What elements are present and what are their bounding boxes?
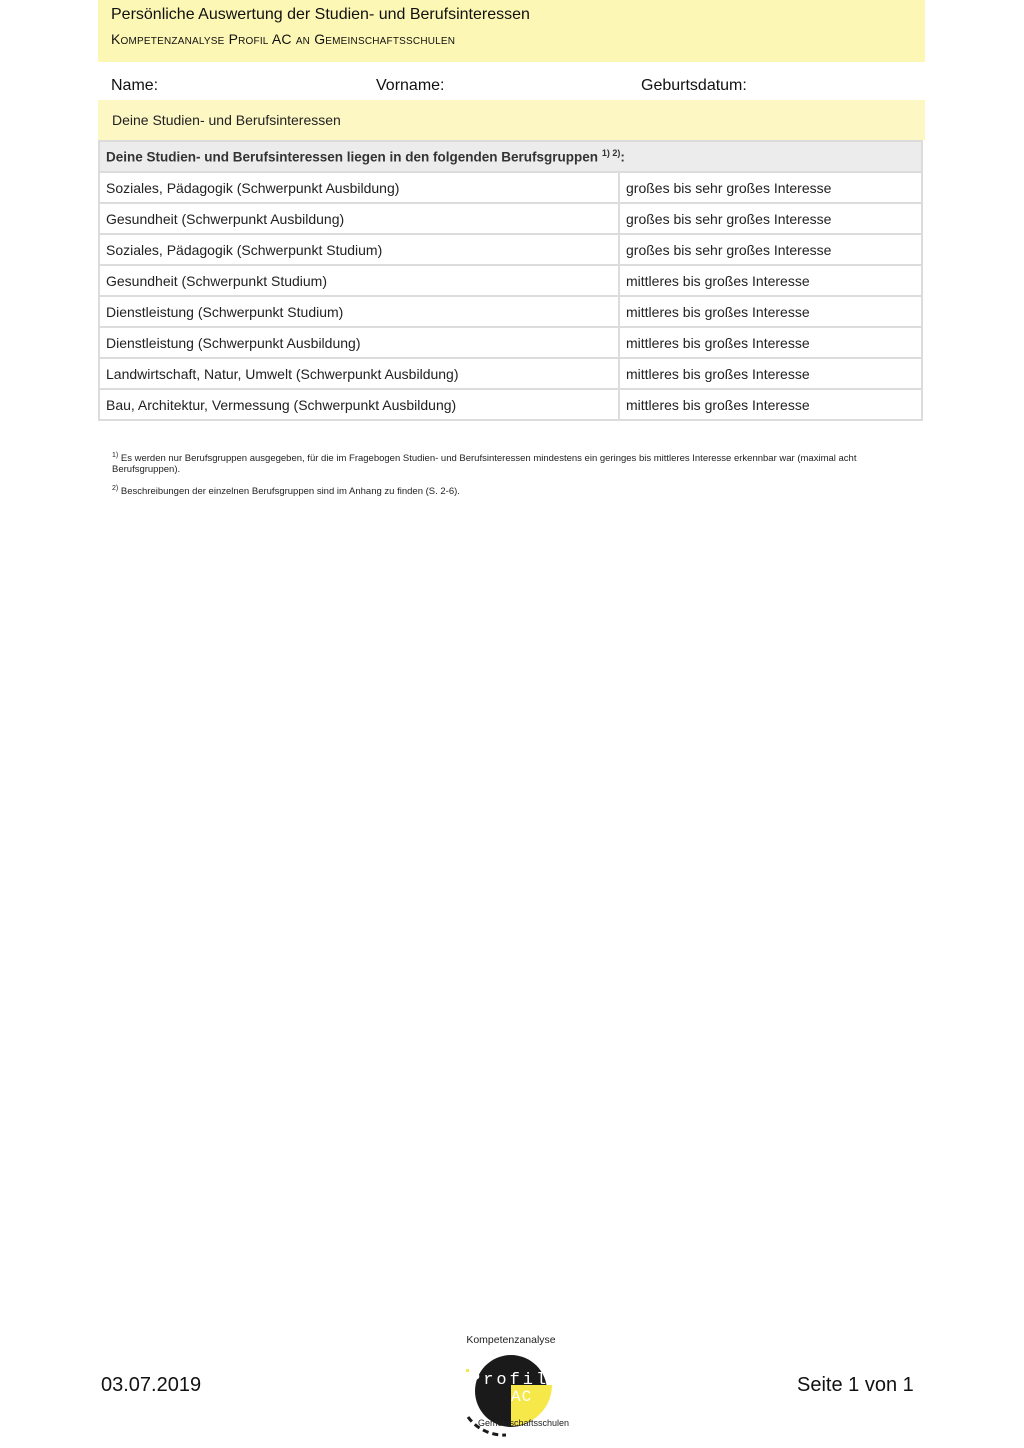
footnote-mark: 2): [112, 485, 119, 493]
berufsgruppe-cell: Gesundheit (Schwerpunkt Ausbildung): [99, 203, 619, 234]
berufsgruppe-cell: Landwirtschaft, Natur, Umwelt (Schwerpunkt Ausbildung): [99, 358, 619, 389]
footnote-text: Es werden nur Berufsgruppen ausgegeben, für die im Fragebogen Studien- und Berufsinteressen mindestens ein geringes bis mittleres Interesse erkennbar war (maximal acht Berufsgruppen).: [112, 453, 857, 476]
berufsgruppe-cell: Dienstleistung (Schwerpunkt Studium): [99, 296, 619, 327]
table-header-text: Deine Studien- und Berufsinteressen liegen in den folgenden Berufsgruppen: [106, 149, 599, 165]
table-row: [99, 172, 922, 203]
table-row: [99, 265, 922, 296]
table-row: [99, 327, 922, 358]
interesse-cell: mittleres bis großes Interesse: [619, 389, 922, 420]
table-header-footnote-marks: 1) 2): [601, 148, 621, 159]
logo-bottom-text: Gemeinschaftsschulen: [478, 1418, 570, 1428]
footnote-mark: 1): [112, 452, 119, 459]
footer-date: 03.07.2019: [101, 1374, 202, 1396]
footnote: [112, 483, 882, 497]
interesse-cell: großes bis sehr großes Interesse: [619, 234, 922, 265]
section-title: Deine Studien- und Berufsinteressen: [112, 112, 341, 128]
berufsgruppe-cell: Soziales, Pädagogik (Schwerpunkt Ausbildung): [99, 172, 619, 203]
table-row: [99, 358, 922, 389]
table-row: [99, 296, 922, 327]
berufsgruppe-cell: Dienstleistung (Schwerpunkt Ausbildung): [99, 327, 619, 358]
interesse-cell: großes bis sehr großes Interesse: [619, 203, 922, 234]
footnote: [112, 450, 882, 475]
interesse-cell: mittleres bis großes Interesse: [619, 296, 922, 327]
table-row: [99, 203, 922, 234]
interesse-cell: mittleres bis großes Interesse: [619, 327, 922, 358]
table-header-suffix: :: [620, 149, 625, 165]
header-band: [98, 0, 925, 62]
table-row: [99, 234, 922, 265]
footnote-text: Beschreibungen der einzelnen Berufsgruppen sind im Anhang zu finden (S. 2-6).: [120, 486, 460, 498]
page-number: Seite 1 von 1: [797, 1374, 914, 1396]
berufsgruppe-cell: Gesundheit (Schwerpunkt Studium): [99, 265, 619, 296]
table-header-row: [99, 141, 922, 172]
berufsgruppe-cell: Bau, Architektur, Vermessung (Schwerpunkt Ausbildung): [99, 389, 619, 420]
interests-table: [98, 140, 923, 421]
document-title: Persönliche Auswertung der Studien- und Berufsinteressen: [111, 6, 530, 23]
geburtsdatum-label: Geburtsdatum:: [641, 77, 747, 94]
interesse-cell: mittleres bis großes Interesse: [619, 265, 922, 296]
name-label: Name:: [111, 77, 159, 94]
interesse-cell: mittleres bis großes Interesse: [619, 358, 922, 389]
document-subtitle: Kompetenzanalyse Profil AC an Gemeinschaftsschulen: [111, 31, 456, 47]
footnotes: [112, 450, 882, 505]
logo-profil-text: Profil: [470, 1371, 550, 1390]
logo-ac-text: AC: [511, 1388, 533, 1406]
berufsgruppe-cell: Soziales, Pädagogik (Schwerpunkt Studium): [99, 234, 619, 265]
profil-ac-logo: [446, 1331, 576, 1439]
table-header: [99, 141, 922, 172]
logo-dot: [466, 1369, 469, 1372]
section-band: [98, 100, 925, 140]
logo-top-text: Kompetenzanalyse: [466, 1334, 556, 1346]
interesse-cell: großes bis sehr großes Interesse: [619, 172, 922, 203]
person-info-row: [98, 75, 925, 99]
table-row: [99, 389, 922, 420]
vorname-label: Vorname:: [376, 77, 445, 94]
